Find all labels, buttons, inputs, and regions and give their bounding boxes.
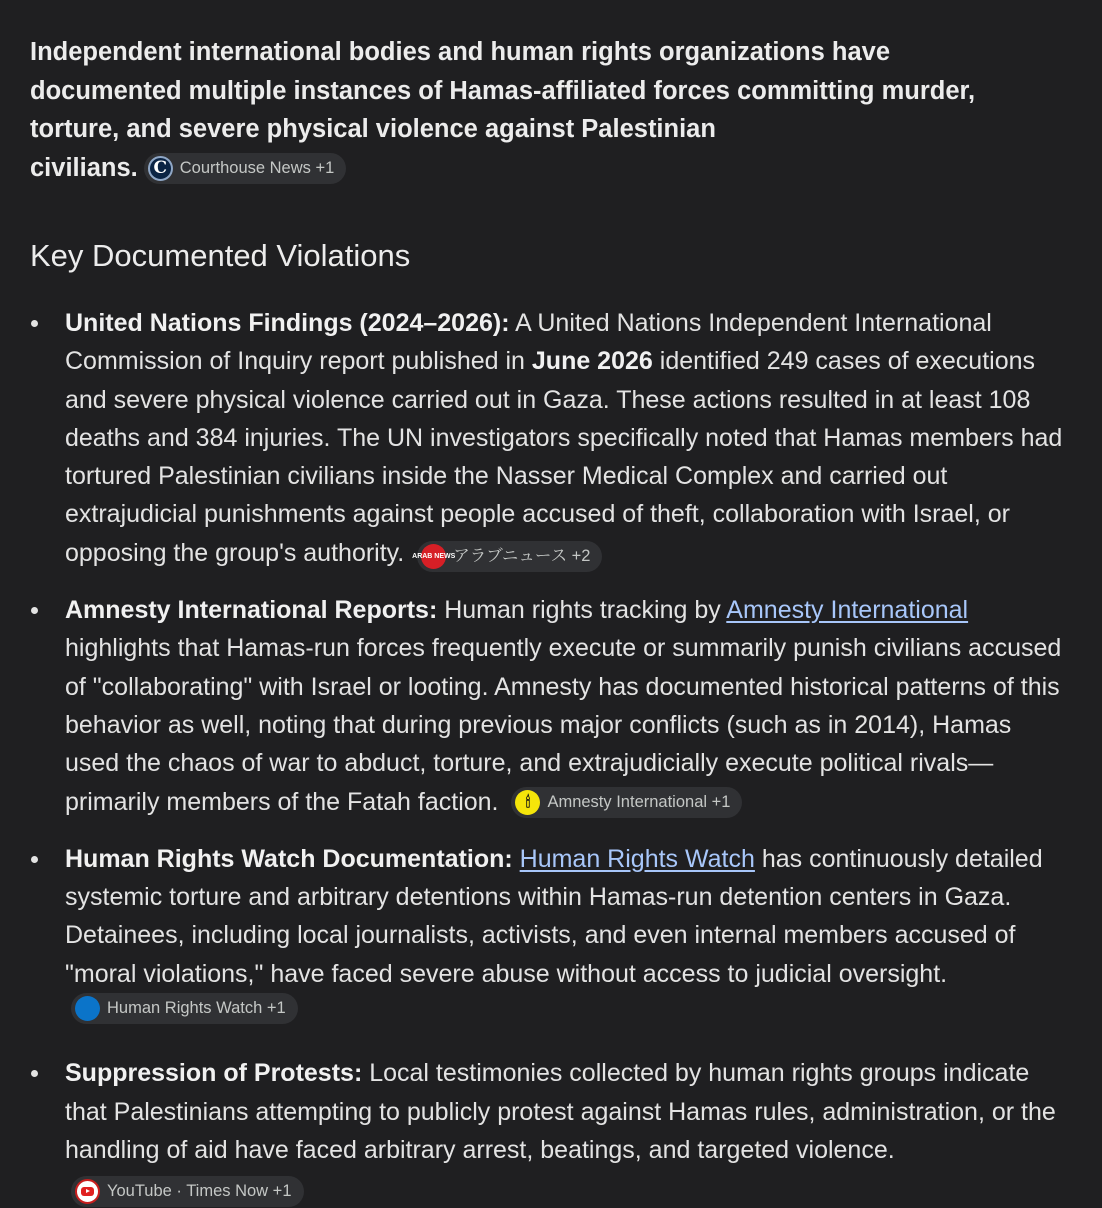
link-human-rights-watch[interactable]: Human Rights Watch (519, 844, 755, 873)
item-text: highlights that Hamas-run forces frequently execute or summarily punish civilians accused of "collaborating" with Israel or looting. Amnesty has documented historical patterns of this behavior as well, noting that during previous major conflicts (such as in 2014), Hamas used the chaos of war to abduct, torture, and extrajudicially execute political rivals—primarily members of the Fatah faction. (65, 634, 1062, 816)
intro-text: Independent international bodies and human rights organizations have documented multiple instances of Hamas-affiliated forces committing murder, torture, and severe physical violence against Palestinian (30, 38, 976, 143)
source-chip-amnesty[interactable] (511, 787, 742, 818)
list-item-hrw (30, 840, 1072, 1035)
violations-list (30, 304, 1072, 1208)
item-text (513, 845, 520, 873)
arab-news-icon: ARAB NEWS (421, 544, 446, 569)
item-text: Human rights tracking by (437, 596, 727, 625)
item-text: identified 249 cases of executions and severe physical violence carried out in Gaza. These actions resulted in at least 108 deaths and 384 injuries. The UN investigators specifically noted that Hamas members had tortured Palestinian civilians inside the Nasser Medical Complex and carried out extrajudicial punishments against people accused of theft, collaboration with Israel, or opposing the group's authority. (65, 347, 1063, 567)
source-chip-youtube[interactable] (71, 1176, 304, 1207)
amnesty-candle-icon: 🕯 (515, 790, 540, 815)
intro-tail: civilians (30, 153, 131, 182)
list-item-amnesty (30, 591, 1072, 821)
item-text: has continuously detailed systemic torture and arbitrary detentions within Hamas-run detention centers in Gaza. Detainees, including local journalists, activists, and even internal members accused of "moral violations," have faced severe abuse without access to judicial oversight. (65, 844, 1043, 988)
hrw-icon (75, 996, 100, 1021)
intro-paragraph (30, 33, 1030, 187)
item-title: Amnesty International Reports: (65, 596, 438, 625)
link-amnesty-international[interactable]: Amnesty International (726, 596, 969, 625)
source-chip-label: Human Rights Watch +1 (107, 999, 286, 1018)
source-chip-label: Courthouse News +1 (179, 158, 335, 177)
courthouse-news-icon: C (148, 156, 173, 181)
source-chip-courthouse-news[interactable] (144, 153, 347, 184)
item-text: A United Nations Independent International Commission of Inquiry report published in (65, 309, 992, 376)
source-chip-label: アラブニュース +2 (453, 546, 591, 565)
list-item-protests (30, 1054, 1072, 1207)
source-chip-arab-news[interactable] (412, 541, 602, 572)
play-icon (81, 1187, 94, 1196)
item-title: Human Rights Watch Documentation: (65, 844, 513, 873)
item-title: Suppression of Protests: (65, 1059, 363, 1088)
section-heading: Key Documented Violations (30, 238, 411, 273)
item-text: Local testimonies collected by human rights groups indicate that Palestinians attempting to publicly protest against Hamas rules, administration, or the handling of aid have faced arbitrary arrest, beatings, and targeted violence. (65, 1059, 1056, 1164)
intro-period: . (130, 153, 138, 182)
source-chip-hrw[interactable] (71, 993, 298, 1024)
item-title: United Nations Findings (2024–2026): (65, 309, 510, 337)
list-item-un-findings (30, 304, 1072, 572)
item-bold-date: June 2026 (531, 347, 653, 376)
source-chip-label: YouTube · Times Now +1 (107, 1181, 292, 1200)
source-chip-label: Amnesty International +1 (547, 792, 731, 811)
